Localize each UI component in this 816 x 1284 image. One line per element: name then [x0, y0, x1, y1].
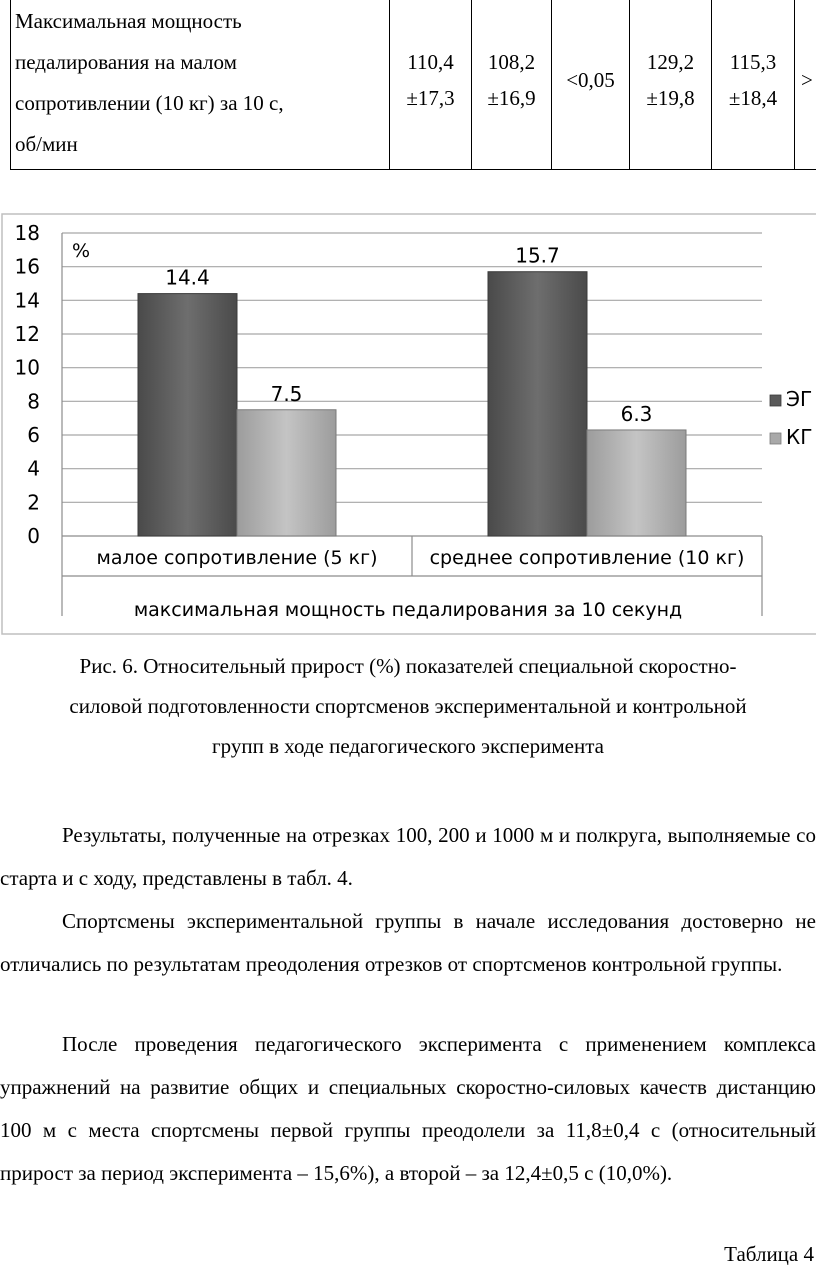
row-label-line: педалирования на малом: [15, 50, 237, 74]
data-label: 7.5: [270, 381, 303, 406]
y-tick-label: 18: [14, 221, 40, 245]
paragraph-text: После проведения педагогического эксперимента с применением комплекса упражнений на развитие общих и специальных скоростно-силовых качеств дистанцию 100 м с места спортсмены первой группы преодолели за 11,8±0,4 с (относительный прирост за период эксперимента – 15,6%), а второй – за 12,4±0,5 с (10,0%).: [0, 1032, 816, 1185]
data-table-fragment: [0, 0, 816, 170]
cell-p-value: <0,05: [566, 68, 615, 92]
bar-chart-svg: [0, 213, 816, 635]
data-label: 6.3: [620, 401, 653, 426]
legend-label: КГ: [786, 425, 813, 449]
cell-sd: ±18,4: [728, 86, 778, 110]
row-label-line: сопротивлении (10 кг) за 10 с,: [15, 91, 284, 115]
data-label: 14.4: [165, 265, 210, 290]
row-label-line: Максимальная мощность: [15, 9, 242, 33]
table-row-label-cell: [10, 0, 389, 170]
bar-ЭГ-0: [138, 294, 237, 536]
caption-line: Рис. 6. Относительный прирост (%) показателей специальной скоростно-: [79, 654, 737, 678]
cell-mean: 108,2: [487, 50, 536, 74]
paragraph-text: Спортсмены экспериментальной группы в начале исследования достоверно не отличались по результатам преодоления отрезков от спортсменов контрольной группы.: [0, 909, 816, 976]
bar-КГ-1: [587, 430, 686, 536]
legend-swatch: [770, 433, 781, 444]
cell-sd: ±19,8: [646, 86, 695, 110]
y-tick-label: 12: [14, 322, 40, 346]
paragraph-text: Результаты, полученные на отрезках 100, 200 и 1000 м и полкруга, выполняемые со старта и с ходу, представлены в табл. 4.: [0, 823, 816, 890]
chart-frame: [2, 214, 816, 634]
paragraph: [0, 1023, 816, 1195]
cell-sd: ±16,9: [487, 86, 536, 110]
table-cell: [471, 0, 551, 170]
legend-label: ЭГ: [786, 387, 813, 411]
y-tick-label: 2: [27, 490, 40, 515]
table-cell: [629, 0, 711, 170]
table-cell: [794, 0, 816, 170]
bar-chart: [0, 213, 816, 635]
table-row-label: [15, 1, 387, 165]
y-unit-label: %: [72, 240, 91, 262]
cell-sd: ±17,3: [406, 86, 455, 110]
x-axis-title: максимальная мощность педалирования за 10 секунд: [133, 599, 683, 621]
figure-caption: [0, 646, 816, 766]
table-cell: [551, 0, 629, 170]
legend-swatch: [770, 395, 781, 406]
cell-mean: 110,4: [407, 50, 454, 74]
paragraph: [0, 900, 816, 986]
y-tick-label: 4: [27, 456, 40, 481]
category-label: среднее сопротивление (10 кг): [429, 547, 745, 569]
table-cell: [711, 0, 794, 170]
cell-mean: 115,3: [729, 50, 777, 74]
y-tick-label: 6: [27, 423, 40, 447]
data-label: 15.7: [515, 243, 560, 268]
category-label: малое сопротивление (5 кг): [96, 547, 378, 569]
table-reference: Таблица 4: [724, 1242, 814, 1266]
cell-mean: 129,2: [646, 50, 695, 74]
y-tick-label: 8: [27, 389, 40, 414]
y-tick-label: 0: [27, 524, 40, 548]
cell-p-value: >: [801, 68, 813, 92]
row-label-line: об/мин: [15, 132, 78, 156]
y-tick-label: 14: [14, 288, 40, 313]
caption-line: силовой подготовленности спортсменов экспериментальной и контрольной: [69, 694, 747, 718]
y-tick-label: 10: [14, 355, 40, 380]
y-tick-label: 16: [14, 254, 40, 279]
table-cell: [389, 0, 471, 170]
paragraph: [0, 814, 816, 900]
caption-line: групп в ходе педагогического эксперимента: [212, 734, 604, 758]
bar-КГ-0: [237, 410, 336, 536]
bar-ЭГ-1: [488, 272, 587, 536]
